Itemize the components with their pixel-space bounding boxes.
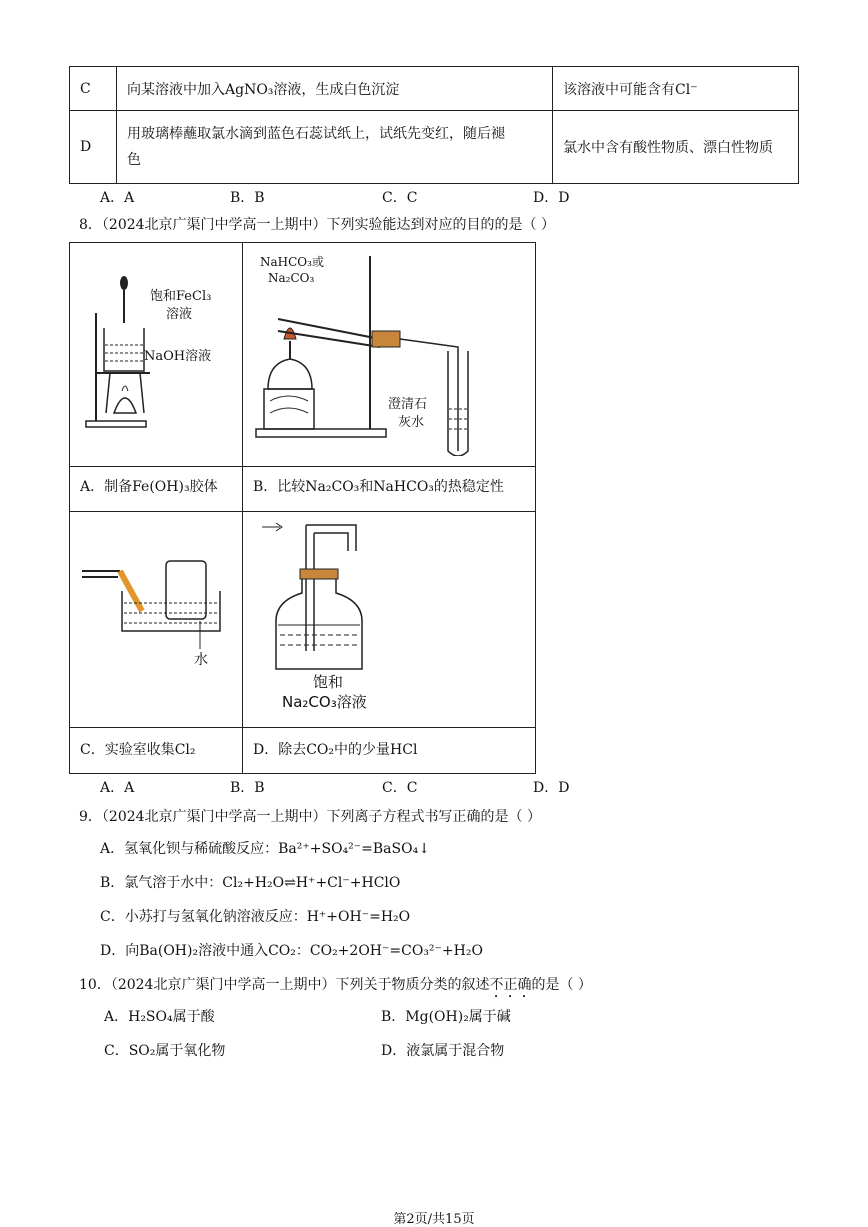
img-b-reagent-label2: Na₂CO₃ [268,271,315,285]
row-d-exp-line1: 用玻璃棒蘸取氯水滴到蓝色石蕊试纸上，试纸先变红，随后褪 [127,126,505,142]
img-d-sat-label: 饱和 [313,673,344,691]
q9-option-b[interactable]: B．氯气溶于水中：Cl₂+H₂O⇌H⁺+Cl⁻+HClO [100,875,401,891]
img-d-sol-label: Na₂CO₃溶液 [282,693,367,711]
img-b-lime-label: 澄清石 [388,397,428,412]
q7-option-b[interactable]: B．B [230,190,265,206]
page-footer: 第2页/共15页 [393,1212,475,1227]
q10-stem [79,974,592,1001]
caption-b: B．比较Na₂CO₃和NaHCO₃的热稳定性 [253,479,504,495]
q10-stem-post: 的是（ ） [531,977,592,993]
img-b-lime-label2: 灰水 [398,415,425,430]
caption-c: C．实验室收集Cl₂ [80,742,196,758]
q8-option-a[interactable]: A．A [100,780,135,796]
row-c-label: C [70,67,117,111]
row-c-experiment: 向某溶液中加入AgNO₃溶液，生成白色沉淀 [117,67,553,111]
row-d-experiment [117,111,553,184]
q8-option-d[interactable]: D．D [533,780,570,796]
img-a-reagent-label: 饱和FeCl₃ [150,289,212,304]
q10-option-b[interactable]: B．Mg(OH)₂属于碱 [381,1009,511,1025]
q7-option-c[interactable]: C．C [382,190,418,206]
q8-option-c[interactable]: C．C [382,780,418,796]
row-d-exp-line2: 色 [127,152,141,168]
caption-a: A．制备Fe(OH)₃胶体 [80,479,218,495]
q10-stem-pre: 10．（2024北京广渠门中学高一上期中）下列关于物质分类的叙述 [79,977,490,993]
q7-table [69,66,799,184]
row-c-conclusion: 该溶液中可能含有Cl⁻ [553,67,799,111]
q10-option-c[interactable]: C．SO₂属于氧化物 [104,1043,226,1059]
q8-option-b[interactable]: B．B [230,780,265,796]
q10-stem-emphasis: 不正确 [489,977,532,993]
img-c-water-label: 水 [194,652,208,668]
q9-option-c[interactable]: C．小苏打与氢氧化钠溶液反应：H⁺+OH⁻=H₂O [100,909,411,925]
img-a-solution-label: NaOH溶液 [144,349,212,364]
q8-image-grid [69,242,536,774]
apparatus-c-diagram [80,521,240,651]
q7-option-a[interactable]: A．A [100,190,135,206]
row-d-label: D [70,111,117,184]
q10-option-d[interactable]: D．液氯属于混合物 [381,1043,505,1059]
q10-option-a[interactable]: A．H₂SO₄属于酸 [104,1009,215,1025]
q9-stem: 9．（2024北京广渠门中学高一上期中）下列离子方程式书写正确的是（ ） [79,809,541,825]
img-a-reagent-label2: 溶液 [166,307,193,322]
q9-option-d[interactable]: D．向Ba(OH)₂溶液中通入CO₂：CO₂+2OH⁻=CO₃²⁻+H₂O [100,943,483,959]
q9-option-a[interactable]: A．氢氧化钡与稀硫酸反应：Ba²⁺+SO₄²⁻=BaSO₄↓ [100,841,430,857]
q7-option-d[interactable]: D．D [533,190,570,206]
row-d-conclusion: 氯水中含有酸性物质、漂白性物质 [553,111,799,184]
q8-stem: 8．（2024北京广渠门中学高一上期中）下列实验能达到对应的目的的是（ ） [79,217,555,233]
caption-d: D．除去CO₂中的少量HCl [253,742,418,758]
img-b-reagent-label: NaHCO₃或 [260,255,324,269]
apparatus-d-diagram [260,521,420,671]
